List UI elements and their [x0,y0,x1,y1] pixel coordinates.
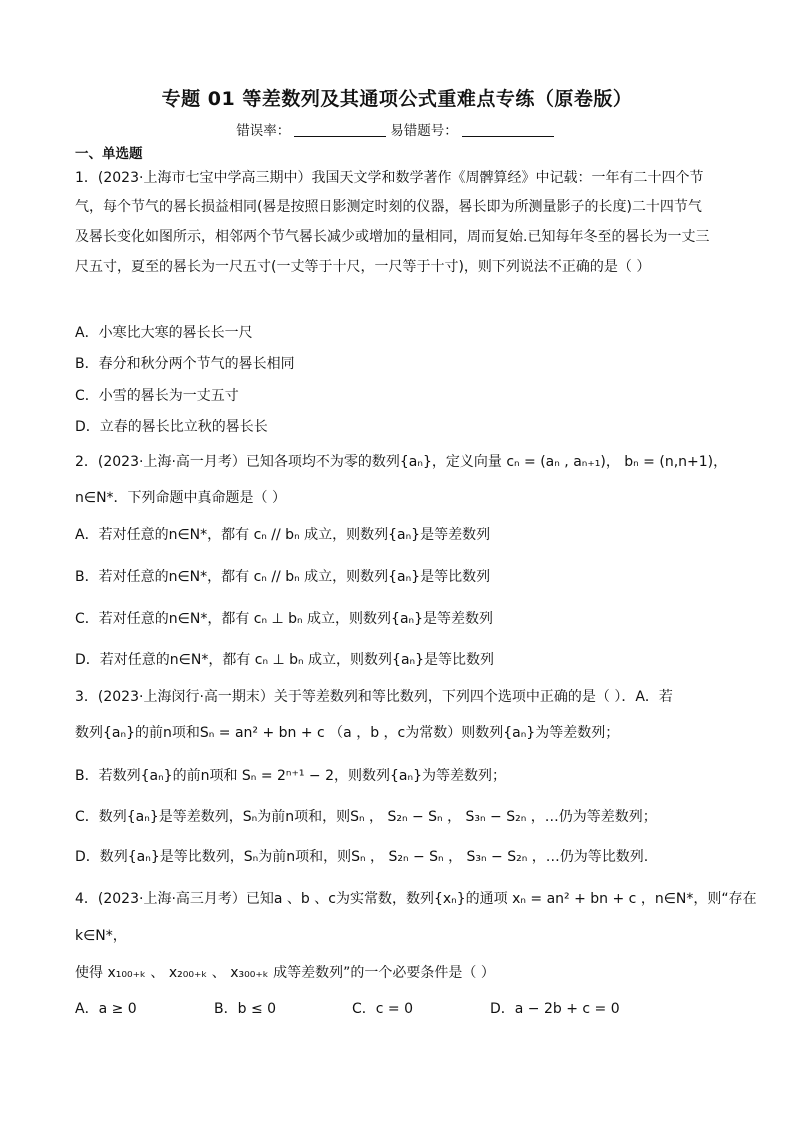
q4-option-c: C．c = 0 [352,1001,414,1017]
q4-option-a: A．a ≥ 0 [75,1001,137,1017]
q3-option-d: D．数列{aₙ}是等比数列，Sₙ为前n项和，则Sₙ ， S₂ₙ − Sₙ ， S₃ₙ − S₂ₙ ，…仍为等比数列. [75,849,649,865]
q3-line-1: 3．(2023·上海闵行·高一期末）关于等差数列和等比数列，下列四个选项中正确的是（ ）．A．若 [75,689,673,705]
q4-option-d: D．a − 2b + c = 0 [490,1001,620,1017]
section-title: 一、单选题 [75,146,143,162]
q3-option-b: B．若数列{aₙ}的前n项和 Sₙ = 2ⁿ⁺¹ − 2，则数列{aₙ}为等差数列； [75,768,506,784]
q1-option-d: D．立春的晷长比立秋的晷长长 [75,419,268,435]
page-title: 专题 01 等差数列及其通项公式重难点专练（原卷版） [161,88,633,110]
q2-option-c: C．若对任意的n∈N*，都有 cₙ ⊥ bₙ 成立，则数列{aₙ}是等差数列 [75,611,494,627]
score-line [0,119,794,139]
q2-option-b: B．若对任意的n∈N*，都有 cₙ // bₙ 成立，则数列{aₙ}是等比数列 [75,569,491,585]
q2-line-2: n∈N*．下列命题中真命题是（ ） [75,490,286,506]
q1-option-a: A．小寒比大寒的晷长长一尺 [75,325,253,341]
q1-line-4: 尺五寸，夏至的晷长为一尺五寸(一丈等于十尺，一尺等于十寸)，则下列说法不正确的是（ ） [75,259,651,275]
error-rate-blank [294,123,386,137]
wrong-no-blank [462,123,554,137]
wrong-no-label: 易错题号： [390,123,458,139]
q1-line-3: 及晷长变化如图所示，相邻两个节气晷长减少或增加的量相同，周而复始.已知每年冬至的晷长为一丈三 [75,229,710,245]
q2-line-1: 2．(2023·上海·高一月考）已知各项均不为零的数列{aₙ}，定义向量 cₙ = (aₙ , aₙ₊₁)， bₙ = (n,n+1)， [75,454,728,470]
q1-option-c: C．小雪的晷长为一丈五寸 [75,388,239,404]
q4-line-3: 使得 x₁₀₀₊ₖ 、 x₂₀₀₊ₖ 、 x₃₀₀₊ₖ 成等差数列”的一个必要条件是（ ） [75,965,495,981]
q1-option-b: B．春分和秋分两个节气的晷长相同 [75,356,295,372]
error-rate-label: 错误率： [236,123,291,139]
q4-option-b: B．b ≤ 0 [214,1001,277,1017]
q4-line-1: 4．(2023·上海·高三月考）已知a 、b 、c为实常数，数列{xₙ}的通项 xₙ = an² + bn + c ，n∈N*，则“存在 [75,891,757,907]
q4-line-2: k∈N*， [75,928,127,944]
q3-line-2: 数列{aₙ}的前n项和Sₙ = an² + bn + c （a ，b ，c为常数）则数列{aₙ}为等差数列； [75,725,620,741]
q1-line-2: 气，每个节气的晷长损益相同(晷是按照日影测定时刻的仪器，晷长即为所测量影子的长度)二十四节气 [75,199,702,215]
q3-option-c: C．数列{aₙ}是等差数列，Sₙ为前n项和，则Sₙ ， S₂ₙ − Sₙ ， S₃ₙ − S₂ₙ ，…仍为等差数列； [75,809,657,825]
q1-line-1: 1．(2023·上海市七宝中学高三期中）我国天文学和数学著作《周髀算经》中记载：一年有二十四个节 [75,170,704,186]
q2-option-a: A．若对任意的n∈N*，都有 cₙ // bₙ 成立，则数列{aₙ}是等差数列 [75,527,491,543]
q2-option-d: D．若对任意的n∈N*，都有 cₙ ⊥ bₙ 成立，则数列{aₙ}是等比数列 [75,652,495,668]
